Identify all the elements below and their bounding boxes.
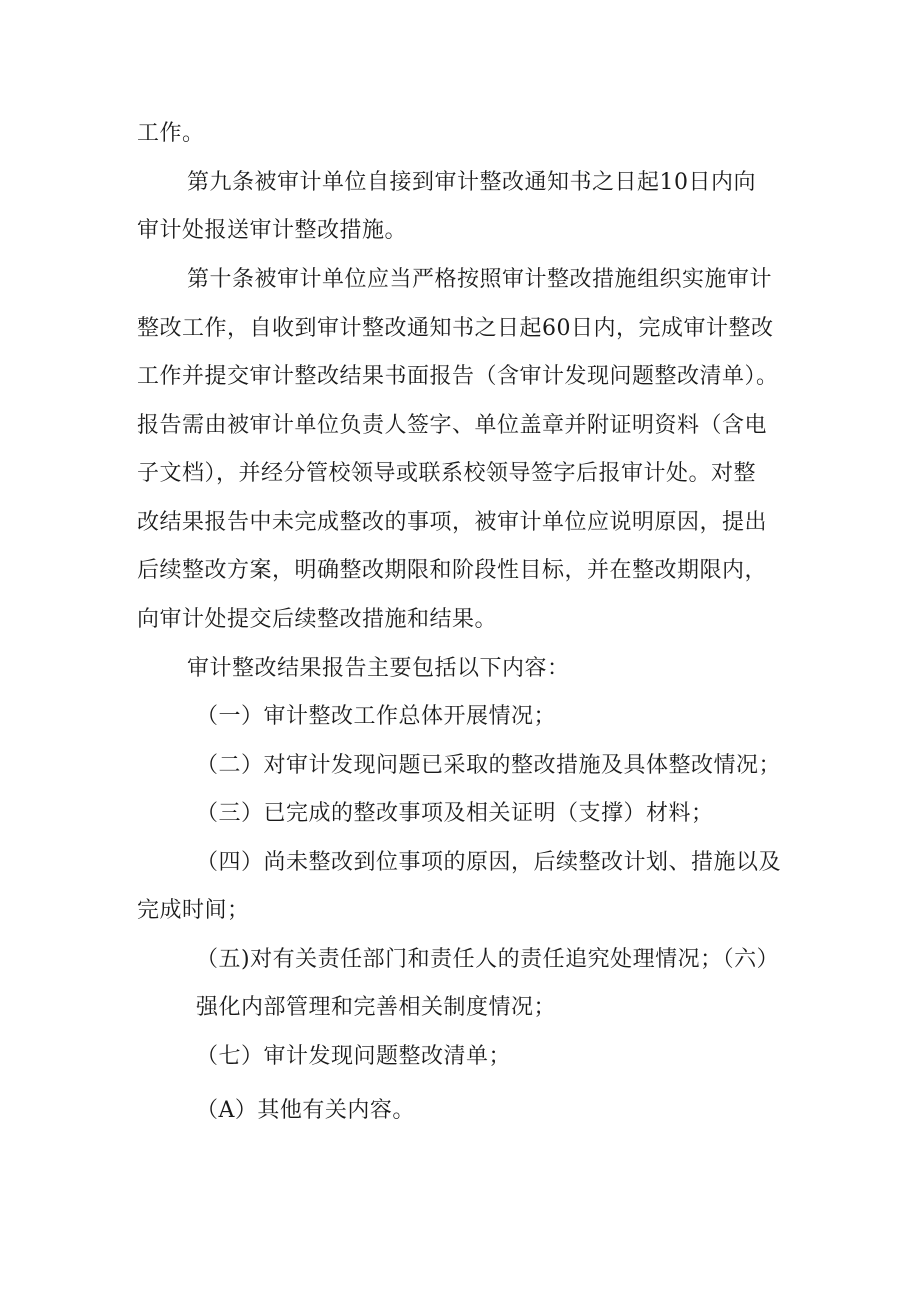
text-line: （三）已完成的整改事项及相关证明（支撑）材料； (196, 801, 714, 826)
text-line: 子文档），并经分管校领导或联系校领导签字后报审计处。对整 (137, 461, 757, 486)
text-line: （一）审计整改工作总体开展情况； (196, 704, 557, 729)
text-line: 整改工作，自收到审计整改通知书之日起60日内，完成审计整改 (137, 316, 774, 341)
text-line: （五)对有关责任部门和责任人的责任追究处理情况；（六） (196, 947, 780, 972)
text-line: 强化内部管理和完善相关制度情况； (196, 995, 557, 1020)
text-line: 审计处报送审计整改措施。 (137, 218, 408, 243)
text-line: 审计整改结果报告主要包括以下内容： (187, 656, 570, 681)
text-line: 后续整改方案，明确整改期限和阶段性目标，并在整改期限内， (137, 558, 768, 583)
text-line: 工作。 (137, 121, 205, 146)
text-line: （A）其他有关内容。 (196, 1098, 415, 1123)
text-line: 改结果报告中未完成整改的事项，被审计单位应说明原因，提出 (137, 510, 768, 535)
text-line: （七）审计发现问题整改清单； (196, 1044, 512, 1069)
text-line: 第十条被审计单位应当严格按照审计整改措施组织实施审计 (187, 267, 773, 292)
text-line: 报告需由被审计单位负责人签字、单位盖章并附证明资料（含电 (137, 413, 768, 438)
text-line: （四）尚未整改到位事项的原因，后续整改计划、措施以及 (196, 850, 782, 875)
text-line: 工作并提交审计整改结果书面报告（含审计发现问题整改清单）。 (137, 364, 779, 389)
text-line: 第九条被审计单位自接到审计整改通知书之日起10日内向 (187, 170, 756, 195)
text-line: （二）对审计发现问题已采取的整改措施及具体整改情况； (196, 753, 782, 778)
text-line: 完成时间； (137, 898, 250, 923)
text-line: 向审计处提交后续整改措施和结果。 (137, 607, 498, 632)
